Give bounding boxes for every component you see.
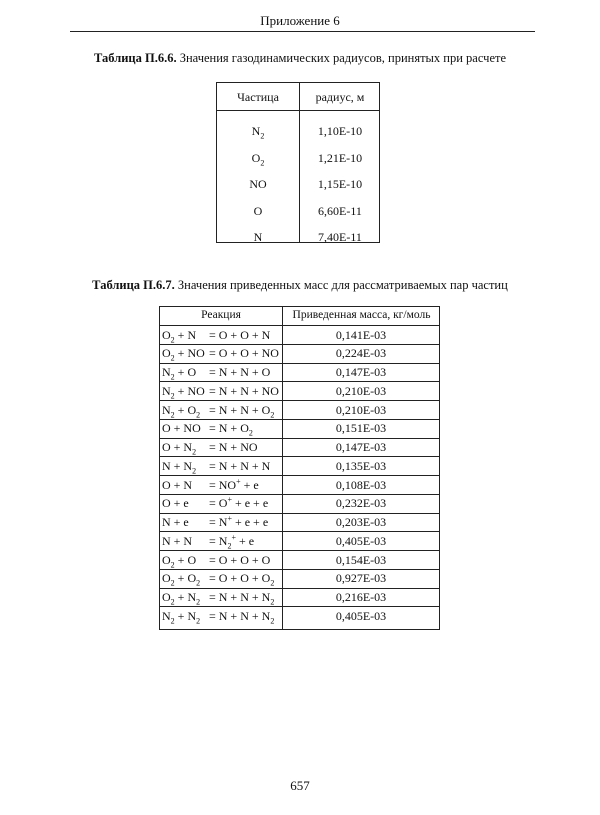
reaction-products: = $N + N + N_2$ (209, 608, 275, 626)
reduced-mass-table-row (160, 344, 439, 362)
reaction-products: = O + O + N (209, 327, 271, 342)
radius-table-value: 1,15E-10 (317, 177, 363, 191)
reduced-mass-value: 0,108E-03 (335, 477, 387, 492)
header-rule (70, 31, 535, 32)
reduced-mass-value: 0,927E-03 (335, 571, 387, 586)
reaction-products: = NO+ + e (209, 476, 259, 492)
reaction-reactants: $O_2 + N_2$ (162, 590, 201, 607)
reduced-mass-table-row-divider (160, 588, 439, 589)
reduced-mass-table-row (160, 457, 439, 475)
reaction-products: = $N + N + N_2$ (209, 590, 275, 607)
reduced-mass-table-row-divider (160, 606, 439, 607)
reaction-products: = N + N + N (209, 458, 271, 473)
radius-table-value: 1,21E-10 (317, 151, 363, 165)
radius-table-particle: $N_2$ (251, 124, 265, 141)
reduced-mass-value: 0,151E-03 (335, 421, 387, 436)
reduced-mass-table-row (160, 494, 439, 512)
reduced-mass-table-row (160, 513, 439, 531)
reduced-mass-table-row-divider (160, 344, 439, 345)
reaction-products: = $O + O + O_2$ (209, 571, 275, 588)
reduced-mass-table-row-divider (160, 400, 439, 401)
reduced-mass-table-row-divider (160, 513, 439, 514)
radius-table-value: 7,40E-11 (318, 230, 362, 244)
reduced-mass-value: 0,141E-03 (335, 327, 387, 342)
reduced-mass-value: 0,224E-03 (335, 346, 387, 361)
reaction-reactants: $O_2$ + NO (162, 346, 205, 363)
reaction-products: = O+ + e + e (209, 495, 269, 511)
reaction-products: = $N + O_2$ (209, 421, 253, 438)
reduced-mass-table-header-mass: Приведенная масса, кг/моль (292, 309, 431, 321)
reduced-mass-table-header-reaction: Реакция (201, 309, 241, 321)
reaction-reactants: O + e (162, 496, 189, 511)
reduced-mass-table-row (160, 363, 439, 381)
reaction-products: = N + N + NO (209, 383, 279, 398)
reaction-products: = O + O + NO (209, 346, 279, 361)
reaction-reactants: $O + N_2$ (162, 440, 197, 457)
reaction-reactants: $N_2 + N_2$ (162, 608, 201, 626)
reaction-products: = $N_2^+ + e$ (209, 532, 255, 551)
reaction-reactants: O + N (162, 477, 193, 492)
table2-caption-text: Значения приведенных масс для рассматриваемых пар частиц (177, 278, 508, 292)
reaction-reactants: N + e (162, 515, 189, 529)
reduced-mass-table-row (160, 607, 439, 625)
reaction-reactants: $O_2 + O$ (162, 552, 197, 569)
reduced-mass-table-row-divider (160, 494, 439, 495)
reaction-products: = O + O + O (209, 552, 271, 567)
reduced-mass-value: 0,203E-03 (335, 515, 387, 529)
reduced-mass-value: 0,135E-03 (335, 458, 387, 473)
reduced-mass-table-row-divider (160, 456, 439, 457)
reduced-mass-table-row (160, 532, 439, 550)
reduced-mass-value: 0,147E-03 (335, 365, 387, 379)
reduced-mass-value: 0,154E-03 (335, 552, 387, 567)
running-title: Приложение 6 (260, 13, 340, 28)
reduced-mass-table-row-divider (160, 325, 439, 326)
reaction-reactants: O + NO (162, 421, 201, 436)
radius-table-particle: O (253, 204, 263, 218)
reduced-mass-table-row (160, 438, 439, 456)
reduced-mass-value: 0,210E-03 (335, 383, 387, 398)
reduced-mass-value: 0,147E-03 (335, 440, 387, 454)
radius-table-header-radius: радиус, м (315, 90, 365, 104)
reduced-mass-table-row-divider (160, 438, 439, 439)
radius-table (216, 82, 380, 243)
radius-table-particle: NO (249, 177, 267, 191)
reduced-mass-table-row (160, 401, 439, 419)
radius-table-value: 6,60E-11 (318, 204, 362, 218)
table2-caption (0, 278, 600, 293)
reaction-reactants: N + N (162, 533, 193, 548)
reduced-mass-value: 0,216E-03 (335, 590, 387, 604)
reduced-mass-table-row (160, 551, 439, 569)
reduced-mass-table-row-divider (160, 419, 439, 420)
page-number: 657 (290, 778, 310, 793)
reduced-mass-table-row-divider (160, 381, 439, 382)
reaction-reactants: $N_2 + O_2$ (162, 402, 201, 419)
radius-table-value: 1,10E-10 (317, 124, 363, 138)
reduced-mass-value: 0,405E-03 (335, 608, 387, 623)
reduced-mass-table (159, 306, 440, 630)
reaction-reactants: $N_2 + O$ (162, 365, 197, 382)
reaction-reactants: $O_2 + N$ (162, 327, 197, 344)
reduced-mass-table-row (160, 326, 439, 344)
reaction-products: = $N + N + O_2$ (209, 402, 275, 419)
table1-caption-text: Значения газодинамических радиусов, принятых при расчете (179, 51, 507, 65)
reduced-mass-table-row (160, 588, 439, 606)
reduced-mass-table-row (160, 476, 439, 494)
radius-table-particle: N (253, 230, 263, 244)
reaction-products: = N + N + O (209, 365, 271, 379)
radius-table-header-particle: Частица (237, 90, 279, 104)
reduced-mass-table-row-divider (160, 363, 439, 364)
reduced-mass-value: 0,210E-03 (335, 402, 387, 417)
reduced-mass-table-row (160, 419, 439, 437)
reduced-mass-table-row-divider (160, 550, 439, 551)
reduced-mass-table-row-divider (160, 475, 439, 476)
reaction-reactants: $O_2 + O_2$ (162, 571, 201, 588)
reaction-reactants: $N_2$ + NO (162, 383, 205, 401)
radius-table-header-divider (217, 110, 379, 111)
table2-caption-label: Таблица П.6.7. (92, 278, 175, 292)
reaction-products: = N+ + e + e (209, 514, 269, 529)
reduced-mass-table-row (160, 382, 439, 400)
reduced-mass-table-row (160, 569, 439, 587)
reaction-products: = N + NO (209, 440, 258, 454)
reaction-reactants: $N + N_2$ (162, 458, 197, 476)
reduced-mass-value: 0,405E-03 (335, 533, 387, 548)
radius-table-particle: $O_2$ (251, 151, 265, 168)
table1-caption-label: Таблица П.6.6. (93, 51, 177, 65)
reduced-mass-table-row-divider (160, 531, 439, 532)
table1-caption (0, 51, 600, 66)
reduced-mass-table-row-divider (160, 569, 439, 570)
reduced-mass-value: 0,232E-03 (335, 496, 387, 511)
